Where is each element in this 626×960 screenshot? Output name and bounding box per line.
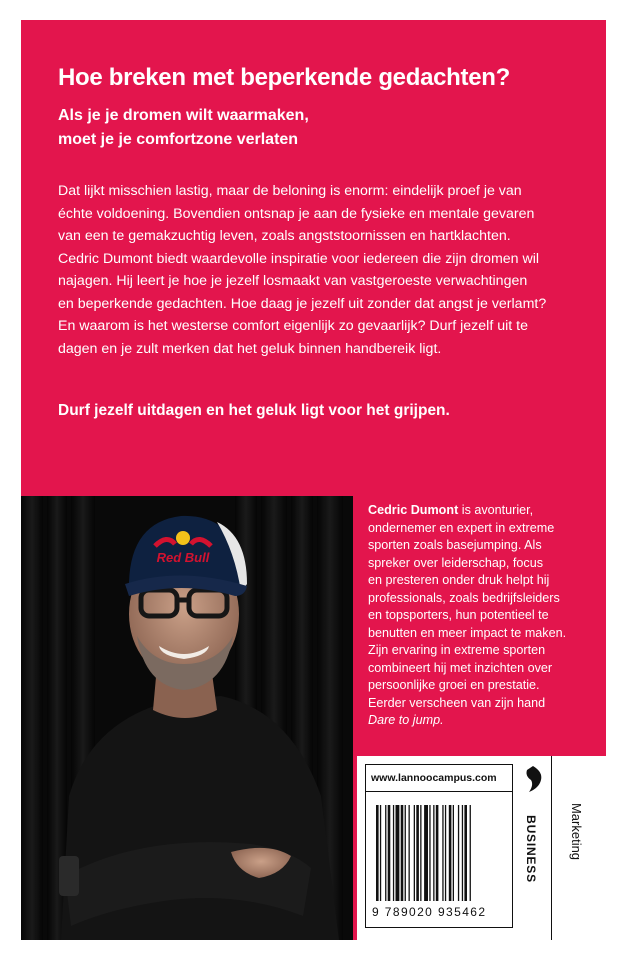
barcode-bar	[380, 805, 381, 901]
book-title: Dare to jump.	[368, 713, 444, 727]
barcode-bar	[458, 805, 459, 901]
barcode	[376, 805, 502, 901]
publisher-info-box	[357, 756, 606, 940]
blurb-line: Dat lijkt misschien lastig, maar de beloning is enorm: eindelijk proef je van	[58, 183, 522, 199]
cap-text: Red Bull	[156, 550, 210, 565]
bio-line: professionals, zoals bedrijfsleiders	[368, 590, 560, 605]
subheadline-line-1: Als je je dromen wilt waarmaken,	[58, 107, 309, 124]
barcode-bar	[393, 805, 394, 901]
author-bio	[368, 502, 596, 730]
barcode-bar	[376, 805, 379, 901]
bio-line: sporten zoals basejumping. Als	[368, 538, 542, 552]
category-primary: BUSINESS	[524, 815, 538, 883]
barcode-bar	[436, 805, 439, 901]
bio-line: combineert hij met inzichten over	[368, 660, 553, 675]
barcode-bar	[420, 805, 421, 901]
barcode-bar	[442, 805, 443, 901]
bio-line: spreker over leiderschap, focus	[368, 555, 543, 570]
category-divider	[551, 756, 552, 940]
barcode-bar	[401, 805, 404, 901]
barcode-bar	[385, 805, 386, 901]
subheadline-line-2: moet je je comfortzone verlaten	[58, 131, 299, 148]
barcode-bar	[429, 805, 430, 901]
blurb-line: najagen. Hij leert je hoe je jezelf losmaakt van vastgeroeste verwachtingen	[58, 273, 528, 289]
isbn-number: 9 789020 935462	[372, 905, 487, 919]
tagline: Durf jezelf uitdagen en het geluk ligt voor het grijpen.	[58, 402, 450, 419]
divider	[366, 791, 512, 792]
blurb-line: échte voldoening. Bovendien ontsnap je aan de fysieke en mentale gevaren	[58, 205, 535, 222]
barcode-bar	[414, 805, 415, 901]
author-photo	[21, 496, 353, 940]
bio-line: Zijn ervaring in extreme sporten	[368, 643, 546, 657]
barcode-bar	[409, 805, 410, 901]
author-name: Cedric Dumont	[368, 503, 459, 517]
barcode-bar	[464, 805, 467, 901]
barcode-bar	[453, 805, 454, 901]
blurb-line: Cedric Dumont biedt waardevolle inspiratie voor iedereen die zijn dromen wil	[58, 250, 540, 267]
barcode-bar	[424, 805, 428, 901]
barcode-panel	[365, 764, 513, 928]
subheadline	[58, 104, 578, 152]
bio-line: en presteren onder druk helpt hij	[368, 573, 550, 587]
blurb-line: van een te gemakzuchtig leven, zoals angststoornissen en hartklachten.	[58, 228, 511, 244]
barcode-bar	[405, 805, 406, 901]
publisher-url: www.lannoocampus.com	[371, 772, 497, 784]
blurb-line: dagen en je zult merken dat het geluk binnen handbereik ligt.	[58, 340, 442, 357]
barcode-bar	[416, 805, 419, 901]
barcode-bar	[470, 805, 471, 901]
barcode-bar	[433, 805, 434, 901]
headline: Hoe breken met beperkende gedachten?	[58, 64, 510, 91]
blurb-line: En waarom is het westerse comfort eigenlijk zo gevaarlijk? Durf jezelf uit te	[58, 318, 528, 334]
bio-line: benutten en meer impact te maken.	[368, 625, 567, 640]
bio-line: persoonlijke groei en prestatie.	[368, 678, 540, 692]
bio-line: ondernemer en expert in extreme	[368, 520, 555, 535]
author-portrait-illustration	[21, 496, 353, 940]
blurb-line: en beperkende gedachten. Hoe daag je jezelf uit zonder dat angst je verlamt?	[58, 295, 547, 312]
barcode-bar	[462, 805, 463, 901]
barcode-bar	[445, 805, 446, 901]
category-secondary: Marketing	[569, 802, 585, 860]
barcode-bar	[396, 805, 400, 901]
bio-line: en topsporters, hun potentieel te	[368, 608, 549, 622]
bio-line: Eerder verscheen van zijn hand	[368, 695, 546, 710]
bio-line: is avonturier,	[458, 503, 534, 517]
blurb	[58, 180, 593, 360]
barcode-bar	[388, 805, 391, 901]
barcode-bar	[449, 805, 452, 901]
book-back-cover	[21, 20, 606, 940]
